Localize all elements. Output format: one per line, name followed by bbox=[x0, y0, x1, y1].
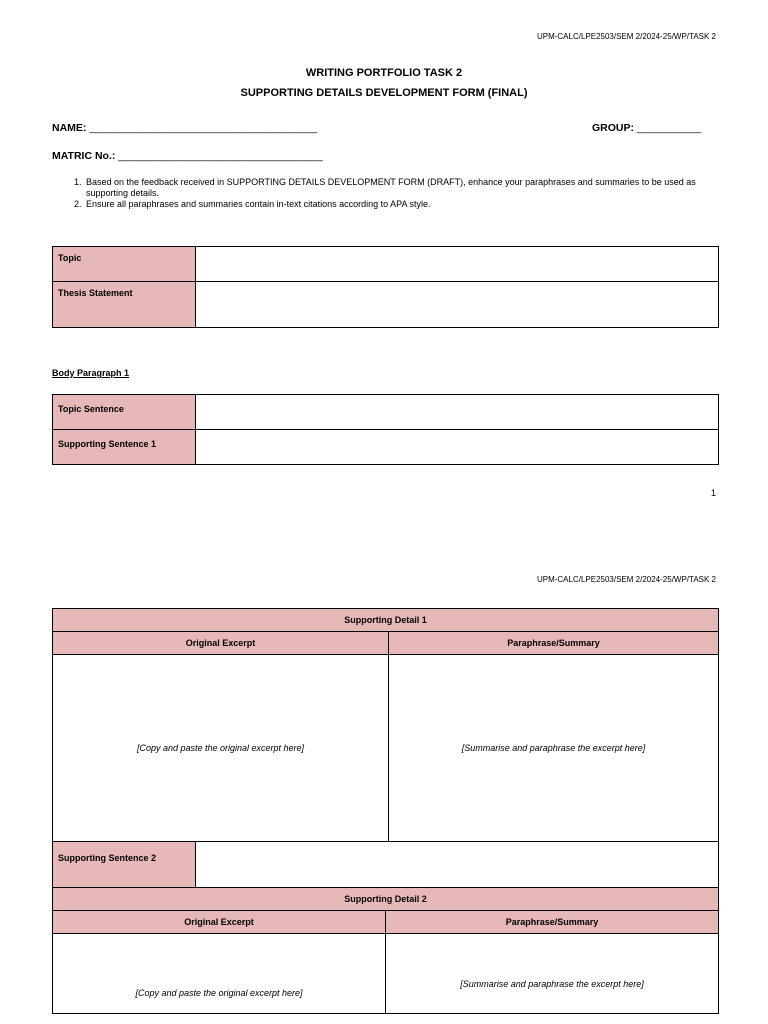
supporting-sentence-2-input-cell[interactable] bbox=[196, 842, 719, 888]
name-field[interactable] bbox=[52, 122, 317, 134]
form-title: WRITING PORTFOLIO TASK 2 bbox=[305, 67, 463, 79]
original-excerpt-header: Original Excerpt bbox=[53, 632, 389, 655]
original-excerpt-cell[interactable]: [Copy and paste the original excerpt here] bbox=[53, 655, 389, 842]
name-blank[interactable]: _______________________________________ bbox=[89, 122, 318, 134]
topic-label: Topic bbox=[53, 247, 196, 282]
topic-sentence-input-cell[interactable] bbox=[196, 395, 719, 430]
matric-label: MATRIC No.: bbox=[52, 150, 116, 162]
topic-sentence-label: Topic Sentence bbox=[53, 395, 196, 430]
paraphrase-summary-cell[interactable]: [Summarise and paraphrase the excerpt here] bbox=[386, 934, 719, 1014]
group-label: GROUP: bbox=[592, 122, 634, 134]
form-subtitle: SUPPORTING DETAILS DEVELOPMENT FORM (FINAL) bbox=[240, 87, 528, 99]
supporting-detail-2-title: Supporting Detail 2 bbox=[53, 888, 719, 911]
matric-blank[interactable]: ___________________________________ bbox=[118, 150, 323, 162]
original-excerpt-header: Original Excerpt bbox=[53, 911, 386, 934]
body-paragraph-table bbox=[52, 394, 719, 465]
thesis-input-cell[interactable] bbox=[196, 282, 719, 328]
group-blank[interactable]: ___________ bbox=[636, 122, 702, 134]
supporting-detail-1-title: Supporting Detail 1 bbox=[53, 609, 719, 632]
group-field[interactable] bbox=[592, 122, 701, 134]
supporting-sentence-1-label: Supporting Sentence 1 bbox=[53, 430, 196, 465]
paraphrase-summary-header: Paraphrase/Summary bbox=[389, 632, 719, 655]
matric-field[interactable] bbox=[52, 150, 323, 162]
paraphrase-summary-cell[interactable]: [Summarise and paraphrase the excerpt here] bbox=[389, 655, 719, 842]
instruction-item: 1. Based on the feedback received in SUPPORTING DETAILS DEVELOPMENT FORM (DRAFT), enhance your paraphrases and summaries to be used as supporting details. bbox=[84, 177, 716, 199]
header-code-page2: UPM-CALC/LPE2503/SEM 2/2024-25/WP/TASK 2 bbox=[536, 575, 716, 584]
thesis-label: Thesis Statement bbox=[53, 282, 196, 328]
name-label: NAME: bbox=[52, 122, 87, 134]
paraphrase-summary-header: Paraphrase/Summary bbox=[386, 911, 719, 934]
original-excerpt-cell[interactable]: [Copy and paste the original excerpt here] bbox=[53, 934, 386, 1014]
instruction-item: 2. Ensure all paraphrases and summaries contain in-text citations according to APA style. bbox=[84, 199, 716, 210]
supporting-sentence-1-input-cell[interactable] bbox=[196, 430, 719, 465]
topic-thesis-table bbox=[52, 246, 719, 328]
topic-input-cell[interactable] bbox=[196, 247, 719, 282]
supporting-sentence-2-table bbox=[52, 841, 719, 888]
supporting-detail-2-table bbox=[52, 887, 719, 1014]
header-code: UPM-CALC/LPE2503/SEM 2/2024-25/WP/TASK 2 bbox=[536, 32, 716, 41]
body-paragraph-heading: Body Paragraph 1 bbox=[52, 368, 130, 378]
supporting-detail-1-table bbox=[52, 608, 719, 842]
instructions-list bbox=[52, 177, 716, 210]
supporting-sentence-2-label: Supporting Sentence 2 bbox=[53, 842, 196, 888]
page-number: 1 bbox=[710, 488, 716, 498]
